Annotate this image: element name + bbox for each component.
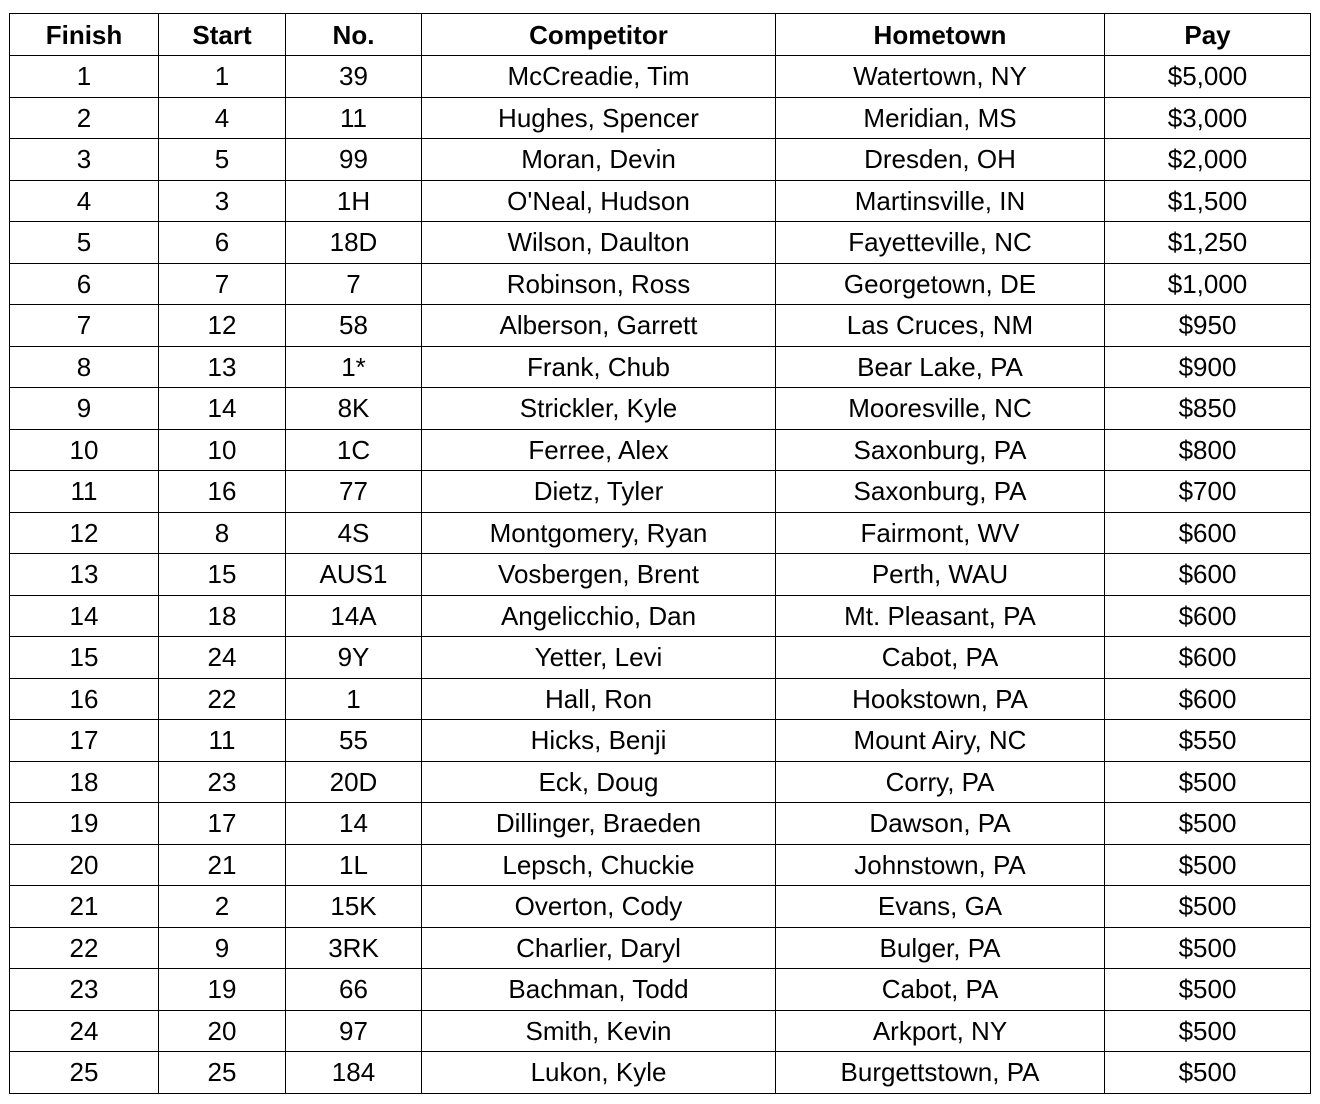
cell-finish: 17: [10, 720, 159, 762]
cell-finish: 25: [10, 1052, 159, 1094]
cell-finish: 18: [10, 761, 159, 803]
table-row: [10, 222, 1311, 264]
cell-finish: 14: [10, 595, 159, 637]
table-row: [10, 595, 1311, 637]
cell-start: 24: [159, 637, 286, 679]
cell-start: 6: [159, 222, 286, 264]
cell-pay: $500: [1105, 761, 1311, 803]
cell-finish: 13: [10, 554, 159, 596]
cell-pay: $500: [1105, 1010, 1311, 1052]
cell-hometown: Meridian, MS: [776, 97, 1105, 139]
cell-competitor: Ferree, Alex: [422, 429, 776, 471]
table-row: [10, 388, 1311, 430]
header-pay: Pay: [1105, 14, 1311, 56]
cell-competitor: Yetter, Levi: [422, 637, 776, 679]
cell-hometown: Watertown, NY: [776, 56, 1105, 98]
cell-finish: 1: [10, 56, 159, 98]
cell-competitor: Angelicchio, Dan: [422, 595, 776, 637]
cell-number: 14A: [286, 595, 422, 637]
cell-hometown: Cabot, PA: [776, 969, 1105, 1011]
cell-number: 7: [286, 263, 422, 305]
cell-hometown: Mount Airy, NC: [776, 720, 1105, 762]
cell-finish: 23: [10, 969, 159, 1011]
cell-pay: $3,000: [1105, 97, 1311, 139]
cell-hometown: Georgetown, DE: [776, 263, 1105, 305]
cell-competitor: Smith, Kevin: [422, 1010, 776, 1052]
cell-competitor: Robinson, Ross: [422, 263, 776, 305]
cell-number: 15K: [286, 886, 422, 928]
cell-pay: $850: [1105, 388, 1311, 430]
cell-number: 14: [286, 803, 422, 845]
cell-number: 9Y: [286, 637, 422, 679]
cell-competitor: Montgomery, Ryan: [422, 512, 776, 554]
cell-competitor: Vosbergen, Brent: [422, 554, 776, 596]
cell-number: 55: [286, 720, 422, 762]
cell-finish: 5: [10, 222, 159, 264]
cell-number: 99: [286, 139, 422, 181]
cell-start: 15: [159, 554, 286, 596]
cell-pay: $550: [1105, 720, 1311, 762]
table-row: [10, 512, 1311, 554]
cell-start: 4: [159, 97, 286, 139]
cell-finish: 24: [10, 1010, 159, 1052]
cell-hometown: Bear Lake, PA: [776, 346, 1105, 388]
cell-finish: 19: [10, 803, 159, 845]
cell-finish: 11: [10, 471, 159, 513]
cell-competitor: Eck, Doug: [422, 761, 776, 803]
table-row: [10, 678, 1311, 720]
cell-finish: 16: [10, 678, 159, 720]
cell-hometown: Fayetteville, NC: [776, 222, 1105, 264]
cell-start: 17: [159, 803, 286, 845]
cell-start: 8: [159, 512, 286, 554]
cell-competitor: Hicks, Benji: [422, 720, 776, 762]
results-table: [9, 13, 1311, 1094]
cell-start: 5: [159, 139, 286, 181]
table-row: [10, 1052, 1311, 1094]
cell-hometown: Martinsville, IN: [776, 180, 1105, 222]
table-body: [10, 56, 1311, 1094]
cell-hometown: Evans, GA: [776, 886, 1105, 928]
cell-finish: 22: [10, 927, 159, 969]
cell-competitor: Overton, Cody: [422, 886, 776, 928]
table-row: [10, 803, 1311, 845]
cell-pay: $500: [1105, 803, 1311, 845]
cell-competitor: Lepsch, Chuckie: [422, 844, 776, 886]
cell-start: 20: [159, 1010, 286, 1052]
cell-start: 7: [159, 263, 286, 305]
cell-finish: 8: [10, 346, 159, 388]
cell-pay: $600: [1105, 554, 1311, 596]
table-row: [10, 263, 1311, 305]
table-row: [10, 139, 1311, 181]
table-row: [10, 969, 1311, 1011]
cell-pay: $600: [1105, 595, 1311, 637]
cell-number: 39: [286, 56, 422, 98]
table-row: [10, 1010, 1311, 1052]
cell-hometown: Saxonburg, PA: [776, 471, 1105, 513]
cell-number: 1*: [286, 346, 422, 388]
cell-number: 20D: [286, 761, 422, 803]
cell-competitor: Charlier, Daryl: [422, 927, 776, 969]
cell-pay: $600: [1105, 637, 1311, 679]
cell-number: 184: [286, 1052, 422, 1094]
cell-hometown: Johnstown, PA: [776, 844, 1105, 886]
cell-pay: $600: [1105, 678, 1311, 720]
cell-pay: $500: [1105, 844, 1311, 886]
cell-pay: $2,000: [1105, 139, 1311, 181]
cell-hometown: Arkport, NY: [776, 1010, 1105, 1052]
table-row: [10, 761, 1311, 803]
cell-pay: $1,500: [1105, 180, 1311, 222]
cell-number: 18D: [286, 222, 422, 264]
cell-competitor: Hall, Ron: [422, 678, 776, 720]
table-row: [10, 305, 1311, 347]
cell-number: AUS1: [286, 554, 422, 596]
cell-competitor: O'Neal, Hudson: [422, 180, 776, 222]
cell-finish: 21: [10, 886, 159, 928]
cell-hometown: Cabot, PA: [776, 637, 1105, 679]
table-row: [10, 554, 1311, 596]
cell-finish: 10: [10, 429, 159, 471]
header-start: Start: [159, 14, 286, 56]
cell-hometown: Mooresville, NC: [776, 388, 1105, 430]
cell-competitor: McCreadie, Tim: [422, 56, 776, 98]
cell-start: 25: [159, 1052, 286, 1094]
cell-start: 12: [159, 305, 286, 347]
cell-finish: 6: [10, 263, 159, 305]
header-number: No.: [286, 14, 422, 56]
cell-competitor: Strickler, Kyle: [422, 388, 776, 430]
table-row: [10, 180, 1311, 222]
cell-pay: $500: [1105, 886, 1311, 928]
header-competitor: Competitor: [422, 14, 776, 56]
cell-number: 97: [286, 1010, 422, 1052]
cell-number: 1H: [286, 180, 422, 222]
cell-pay: $500: [1105, 927, 1311, 969]
header-finish: Finish: [10, 14, 159, 56]
cell-finish: 9: [10, 388, 159, 430]
cell-pay: $800: [1105, 429, 1311, 471]
cell-finish: 20: [10, 844, 159, 886]
cell-start: 14: [159, 388, 286, 430]
cell-finish: 3: [10, 139, 159, 181]
cell-start: 16: [159, 471, 286, 513]
cell-start: 18: [159, 595, 286, 637]
cell-hometown: Las Cruces, NM: [776, 305, 1105, 347]
cell-pay: $1,000: [1105, 263, 1311, 305]
cell-pay: $600: [1105, 512, 1311, 554]
cell-hometown: Burgettstown, PA: [776, 1052, 1105, 1094]
cell-hometown: Perth, WAU: [776, 554, 1105, 596]
cell-start: 3: [159, 180, 286, 222]
cell-hometown: Bulger, PA: [776, 927, 1105, 969]
table-row: [10, 844, 1311, 886]
cell-start: 22: [159, 678, 286, 720]
cell-pay: $500: [1105, 969, 1311, 1011]
table-row: [10, 927, 1311, 969]
cell-competitor: Hughes, Spencer: [422, 97, 776, 139]
cell-number: 66: [286, 969, 422, 1011]
table-row: [10, 429, 1311, 471]
cell-hometown: Dresden, OH: [776, 139, 1105, 181]
cell-number: 1L: [286, 844, 422, 886]
cell-start: 19: [159, 969, 286, 1011]
cell-competitor: Bachman, Todd: [422, 969, 776, 1011]
cell-competitor: Dillinger, Braeden: [422, 803, 776, 845]
cell-competitor: Frank, Chub: [422, 346, 776, 388]
cell-pay: $500: [1105, 1052, 1311, 1094]
cell-start: 21: [159, 844, 286, 886]
cell-start: 2: [159, 886, 286, 928]
cell-competitor: Wilson, Daulton: [422, 222, 776, 264]
cell-number: 1: [286, 678, 422, 720]
table-row: [10, 720, 1311, 762]
cell-pay: $950: [1105, 305, 1311, 347]
cell-number: 1C: [286, 429, 422, 471]
cell-number: 11: [286, 97, 422, 139]
cell-start: 11: [159, 720, 286, 762]
cell-number: 8K: [286, 388, 422, 430]
cell-start: 13: [159, 346, 286, 388]
cell-competitor: Dietz, Tyler: [422, 471, 776, 513]
cell-number: 4S: [286, 512, 422, 554]
cell-competitor: Lukon, Kyle: [422, 1052, 776, 1094]
header-row: [10, 14, 1311, 56]
header-hometown: Hometown: [776, 14, 1105, 56]
cell-finish: 2: [10, 97, 159, 139]
cell-hometown: Mt. Pleasant, PA: [776, 595, 1105, 637]
table-row: [10, 471, 1311, 513]
table-row: [10, 97, 1311, 139]
cell-finish: 4: [10, 180, 159, 222]
cell-competitor: Alberson, Garrett: [422, 305, 776, 347]
cell-start: 9: [159, 927, 286, 969]
cell-pay: $1,250: [1105, 222, 1311, 264]
cell-competitor: Moran, Devin: [422, 139, 776, 181]
cell-number: 58: [286, 305, 422, 347]
cell-start: 10: [159, 429, 286, 471]
cell-pay: $700: [1105, 471, 1311, 513]
table-row: [10, 346, 1311, 388]
cell-finish: 15: [10, 637, 159, 679]
cell-start: 1: [159, 56, 286, 98]
cell-hometown: Saxonburg, PA: [776, 429, 1105, 471]
cell-pay: $900: [1105, 346, 1311, 388]
table-row: [10, 56, 1311, 98]
cell-hometown: Fairmont, WV: [776, 512, 1105, 554]
cell-hometown: Corry, PA: [776, 761, 1105, 803]
cell-hometown: Dawson, PA: [776, 803, 1105, 845]
cell-finish: 12: [10, 512, 159, 554]
cell-hometown: Hookstown, PA: [776, 678, 1105, 720]
cell-start: 23: [159, 761, 286, 803]
cell-pay: $5,000: [1105, 56, 1311, 98]
table-header: [10, 14, 1311, 56]
table-row: [10, 637, 1311, 679]
cell-number: 3RK: [286, 927, 422, 969]
table-row: [10, 886, 1311, 928]
cell-finish: 7: [10, 305, 159, 347]
cell-number: 77: [286, 471, 422, 513]
